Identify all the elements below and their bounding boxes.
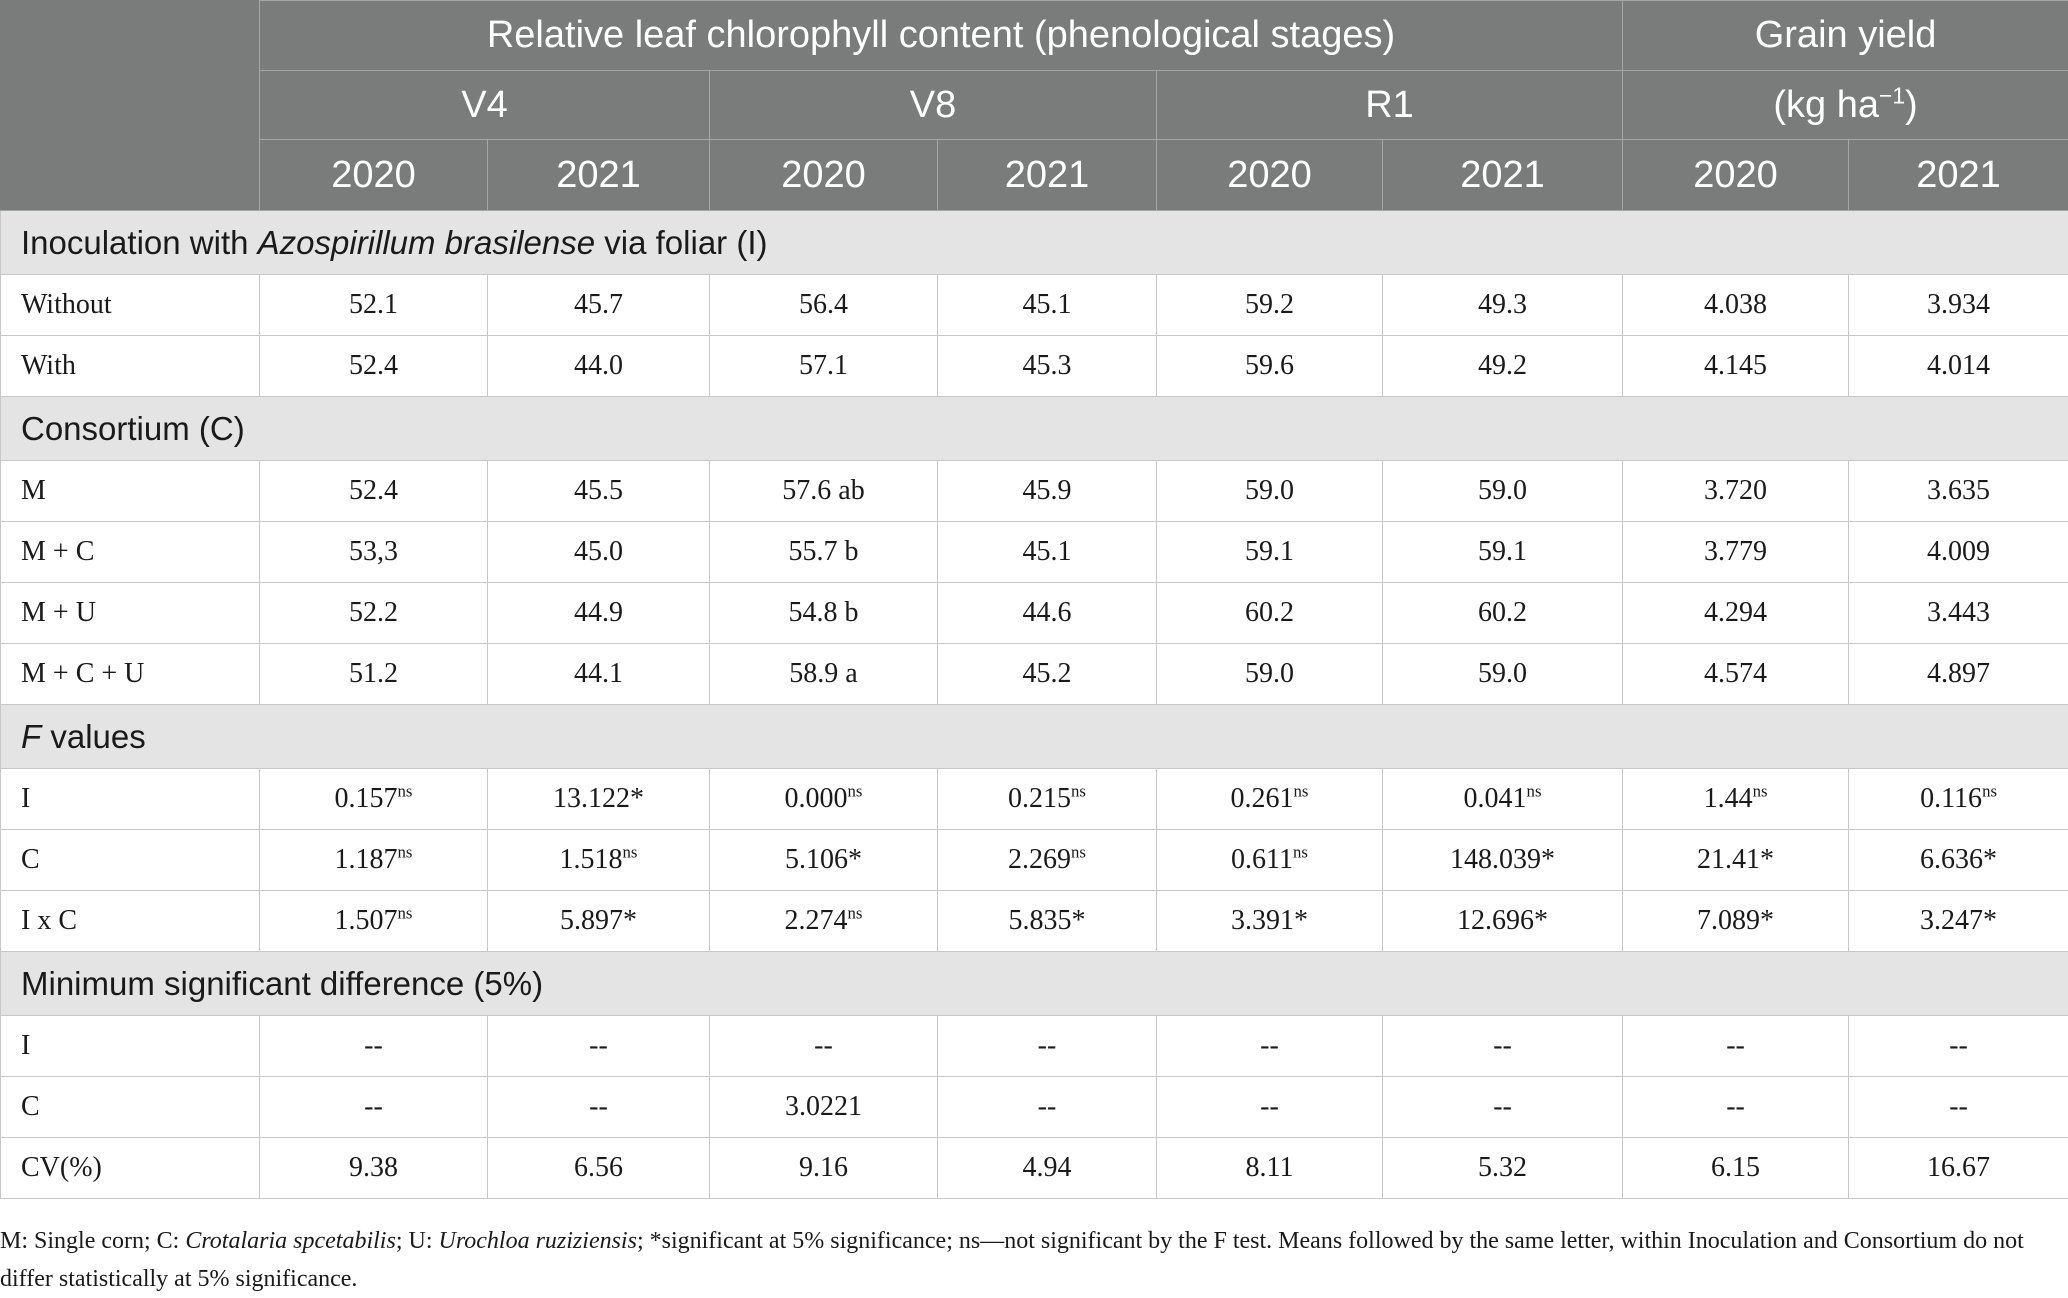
f-value: 0.261: [1230, 783, 1294, 814]
row-label: M: [1, 461, 260, 522]
table-row: [1, 275, 2068, 336]
table-cell: 4.574: [1623, 644, 1849, 705]
table-row: [1, 583, 2068, 644]
header-year: 2021: [1383, 140, 1623, 211]
header-chlorophyll-title: Relative leaf chlorophyll content (phenological stages): [260, 1, 1623, 71]
unit-exponent: −1: [1879, 81, 1906, 108]
f-value-cell: [938, 769, 1157, 830]
table-cell: 16.67: [1849, 1138, 2068, 1199]
table-cell: --: [488, 1077, 710, 1138]
table-cell: 6.15: [1623, 1138, 1849, 1199]
table-cell: 4.94: [938, 1138, 1157, 1199]
table-cell: --: [1849, 1016, 2068, 1077]
table-cell: 54.8 b: [710, 583, 938, 644]
f-value: 6.636*: [1920, 844, 1998, 875]
f-letter: F: [21, 717, 42, 755]
header-stage-v4: V4: [260, 71, 710, 140]
table-cell: 59.1: [1383, 522, 1623, 583]
table-cell: 59.0: [1383, 644, 1623, 705]
table-cell: --: [1623, 1077, 1849, 1138]
footnote-text: ; U:: [395, 1228, 439, 1254]
table-cell: --: [488, 1016, 710, 1077]
table-cell: 45.1: [938, 522, 1157, 583]
title-prefix: Inoculation with: [21, 223, 258, 261]
table-row: [1, 644, 2068, 705]
row-label: I: [1, 769, 260, 830]
row-label: M + C + U: [1, 644, 260, 705]
significance-marker: ns: [397, 842, 413, 862]
table-row: [1, 830, 2068, 891]
significance-marker: ns: [1071, 842, 1086, 862]
table-row: [1, 336, 2068, 397]
f-value-cell: [260, 891, 488, 952]
section-inoculation: [1, 211, 2068, 275]
significance-marker: ns: [1293, 842, 1308, 862]
row-label: Without: [1, 275, 260, 336]
footnote-species: Crotalaria spcetabilis: [185, 1228, 396, 1254]
table-cell: 59.0: [1157, 461, 1383, 522]
f-value-cell: [260, 830, 488, 891]
table-cell: 8.11: [1157, 1138, 1383, 1199]
f-value-cell: [1849, 769, 2068, 830]
f-value-cell: [1623, 769, 1849, 830]
f-value-cell: [938, 830, 1157, 891]
significance-marker: ns: [847, 903, 863, 923]
table-cell: 52.2: [260, 583, 488, 644]
table-cell: 3.635: [1849, 461, 2068, 522]
header-year: 2021: [1849, 140, 2068, 211]
section-f-values: [1, 705, 2068, 769]
row-label: CV(%): [1, 1138, 260, 1199]
table-cell: 45.0: [488, 522, 710, 583]
f-value-cell: [260, 769, 488, 830]
section-msd: [1, 952, 2068, 1016]
table-cell: 52.1: [260, 275, 488, 336]
f-value: 1.507: [334, 905, 398, 936]
table-cell: 4.294: [1623, 583, 1849, 644]
f-value-cell: [1383, 830, 1623, 891]
section-consortium: [1, 397, 2068, 461]
f-value-cell: [1849, 891, 2068, 952]
header-corner: [1, 1, 260, 211]
table-cell: 45.2: [938, 644, 1157, 705]
table-cell: 55.7 b: [710, 522, 938, 583]
f-value-cell: [488, 891, 710, 952]
significance-marker: ns: [1071, 781, 1086, 801]
f-value: 1.44: [1703, 783, 1753, 814]
f-value: 0.000: [784, 783, 848, 814]
f-value: 21.41*: [1697, 844, 1775, 875]
f-value-cell: [488, 830, 710, 891]
f-value-cell: [1849, 830, 2068, 891]
table-cell: --: [1623, 1016, 1849, 1077]
table-cell: 3.934: [1849, 275, 2068, 336]
row-label: With: [1, 336, 260, 397]
f-value: 0.215: [1008, 783, 1072, 814]
significance-marker: ns: [1752, 781, 1768, 801]
table-cell: --: [1383, 1016, 1623, 1077]
f-value: 2.269: [1008, 844, 1072, 875]
table-cell: 56.4: [710, 275, 938, 336]
table-cell: 4.038: [1623, 275, 1849, 336]
f-value: 3.247*: [1920, 905, 1998, 936]
table-cell: 45.9: [938, 461, 1157, 522]
section-inoculation-title: [1, 211, 2068, 275]
significance-marker: ns: [847, 781, 863, 801]
table-cell: --: [260, 1077, 488, 1138]
table-row: [1, 1077, 2068, 1138]
title-rest: values: [41, 717, 146, 755]
table-cell: 4.897: [1849, 644, 2068, 705]
table-cell: 45.5: [488, 461, 710, 522]
table-cell: 4.014: [1849, 336, 2068, 397]
header-grain-yield-unit: [1623, 71, 2068, 140]
table-cell: 44.1: [488, 644, 710, 705]
f-value-cell: [710, 830, 938, 891]
table-cell: 45.1: [938, 275, 1157, 336]
table-cell: 60.2: [1383, 583, 1623, 644]
table-cell: 59.1: [1157, 522, 1383, 583]
table-cell: 59.6: [1157, 336, 1383, 397]
table-cell: 57.1: [710, 336, 938, 397]
table-cell: 57.6 ab: [710, 461, 938, 522]
f-value-cell: [1157, 891, 1383, 952]
table-cell: 9.16: [710, 1138, 938, 1199]
f-value: 0.041: [1463, 783, 1527, 814]
section-consortium-title: Consortium (C): [1, 397, 2068, 461]
table-cell: 3.779: [1623, 522, 1849, 583]
f-value-cell: [1623, 891, 1849, 952]
header-year: 2020: [1157, 140, 1383, 211]
table-cell: 51.2: [260, 644, 488, 705]
unit-close: ): [1905, 83, 1918, 126]
footnote-species: Urochloa ruziziensis: [438, 1228, 637, 1254]
f-value: 5.106*: [785, 844, 862, 875]
table-cell: --: [938, 1077, 1157, 1138]
f-value-cell: [1383, 891, 1623, 952]
table-cell: --: [1157, 1077, 1383, 1138]
table-cell: --: [1157, 1016, 1383, 1077]
table-cell: 9.38: [260, 1138, 488, 1199]
f-value: 148.039*: [1450, 844, 1556, 875]
table-row: [1, 769, 2068, 830]
table-cell: 44.9: [488, 583, 710, 644]
header-year: 2020: [1623, 140, 1849, 211]
table-cell: 52.4: [260, 461, 488, 522]
species-name: Azospirillum brasilense: [257, 223, 596, 261]
unit-text: (kg ha: [1773, 83, 1880, 126]
table-row: [1, 522, 2068, 583]
row-label: C: [1, 1077, 260, 1138]
f-value: 5.897*: [560, 905, 637, 936]
table-cell: --: [938, 1016, 1157, 1077]
section-msd-title: Minimum significant difference (5%): [1, 952, 2068, 1016]
header-year: 2020: [260, 140, 488, 211]
footnote-text: ; *significant at 5% significance; ns—not significant by the F test. Means followed by the same letter, within Inoculation and Consortium do not differ statistically at 5% significance.: [0, 1228, 2024, 1292]
table-cell: --: [1383, 1077, 1623, 1138]
header-year: 2021: [488, 140, 710, 211]
header-stage-v8: V8: [710, 71, 1157, 140]
f-value: 0.116: [1920, 783, 1983, 814]
f-value-cell: [1157, 830, 1383, 891]
table-row: [1, 891, 2068, 952]
table-header: [1, 1, 2068, 211]
table-cell: 59.0: [1383, 461, 1623, 522]
row-label: I x C: [1, 891, 260, 952]
f-value: 13.122*: [553, 783, 644, 814]
f-value: 5.835*: [1008, 905, 1086, 936]
table-footnote: [0, 1222, 2060, 1298]
significance-marker: ns: [397, 903, 413, 923]
title-suffix: via foliar (I): [595, 223, 768, 261]
significance-marker: ns: [1293, 781, 1309, 801]
table-cell: 44.6: [938, 583, 1157, 644]
f-value: 12.696*: [1457, 905, 1549, 936]
table-row: [1, 1016, 2068, 1077]
header-stage-r1: R1: [1157, 71, 1623, 140]
table-row: [1, 461, 2068, 522]
f-value: 0.157: [334, 783, 398, 814]
table-cell: 49.3: [1383, 275, 1623, 336]
table-cell: 45.7: [488, 275, 710, 336]
f-value: 0.611: [1231, 844, 1294, 875]
f-value-cell: [710, 891, 938, 952]
table-cell: 45.3: [938, 336, 1157, 397]
table-cell: --: [260, 1016, 488, 1077]
table-body: [1, 211, 2068, 1199]
table-cell: 59.2: [1157, 275, 1383, 336]
table-cell: --: [1849, 1077, 2068, 1138]
f-value: 2.274: [784, 905, 848, 936]
table-cell: 59.0: [1157, 644, 1383, 705]
section-f-values-title: [1, 705, 2068, 769]
table-cell: 3.720: [1623, 461, 1849, 522]
f-value: 3.391*: [1231, 905, 1308, 936]
table-row: [1, 1138, 2068, 1199]
table-cell: 60.2: [1157, 583, 1383, 644]
significance-marker: ns: [622, 842, 638, 862]
f-value-cell: [1623, 830, 1849, 891]
table-cell: 49.2: [1383, 336, 1623, 397]
table-cell: 53,3: [260, 522, 488, 583]
row-label: M + U: [1, 583, 260, 644]
table-cell: 4.145: [1623, 336, 1849, 397]
header-grain-yield-title: Grain yield: [1623, 1, 2068, 71]
f-value: 7.089*: [1697, 905, 1775, 936]
table-cell: 52.4: [260, 336, 488, 397]
f-value-cell: [938, 891, 1157, 952]
table-cell: 6.56: [488, 1138, 710, 1199]
f-value-cell: [488, 769, 710, 830]
header-year: 2020: [710, 140, 938, 211]
table-cell: 44.0: [488, 336, 710, 397]
table-cell: 3.443: [1849, 583, 2068, 644]
table-cell: 58.9 a: [710, 644, 938, 705]
f-value-cell: [1383, 769, 1623, 830]
row-label: I: [1, 1016, 260, 1077]
table-cell: 5.32: [1383, 1138, 1623, 1199]
significance-marker: ns: [1526, 781, 1542, 801]
f-value-cell: [710, 769, 938, 830]
table-cell: 4.009: [1849, 522, 2068, 583]
footnote-text: M: Single corn; C:: [0, 1228, 186, 1254]
row-label: C: [1, 830, 260, 891]
header-year: 2021: [938, 140, 1157, 211]
table-cell: 3.0221: [710, 1077, 938, 1138]
f-value: 1.518: [559, 844, 623, 875]
f-value-cell: [1157, 769, 1383, 830]
significance-marker: ns: [397, 781, 413, 801]
significance-marker: ns: [1982, 781, 1997, 801]
row-label: M + C: [1, 522, 260, 583]
table-cell: --: [710, 1016, 938, 1077]
f-value: 1.187: [334, 844, 398, 875]
